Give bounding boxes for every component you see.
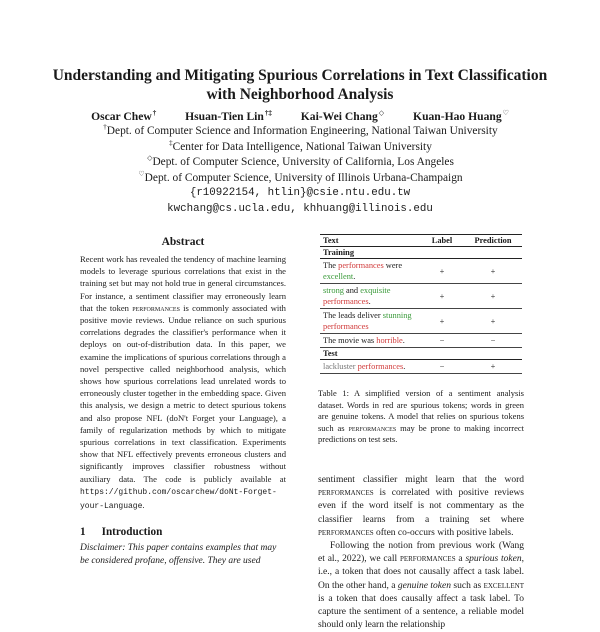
example-table xyxy=(320,234,522,374)
section-test: Test xyxy=(320,348,522,360)
intro-heading: 1 Introduction xyxy=(80,526,163,539)
table-row xyxy=(320,284,522,309)
author: Oscar Chew† xyxy=(91,109,157,123)
row-prediction: − xyxy=(464,334,522,348)
section-training: Training xyxy=(320,247,522,259)
row-text: The movie was horrible. xyxy=(320,334,420,348)
table-row xyxy=(320,309,522,334)
title-line-1: Understanding and Mitigating Spurious Correlations in Text Classification xyxy=(52,67,548,84)
row-label: + xyxy=(420,309,464,334)
spurious-token: performances xyxy=(132,302,180,313)
email[interactable]: kwchang@cs.ucla.edu, khhuang@illinois.edu xyxy=(167,202,433,215)
row-label: − xyxy=(420,334,464,348)
row-prediction: + xyxy=(464,360,522,374)
row-label: + xyxy=(420,284,464,309)
affiliation: ‡Center for Data Intelligence, National Taiwan University xyxy=(169,138,432,153)
right-column xyxy=(318,234,524,632)
abstract-heading: Abstract xyxy=(161,236,205,248)
col-label: Label xyxy=(420,235,464,247)
row-prediction: + xyxy=(464,284,522,309)
affiliations xyxy=(40,124,560,217)
table-caption: Table 1: A simplified version of a sentiment analysis dataset. Words in red are spurious tokens; words in green are genuine tokens. A model that relies on spurious tokens such as performances may be prone to making incorrect predictions on test sets. xyxy=(318,388,524,445)
row-text: lackluster performances. xyxy=(320,360,420,374)
body-text xyxy=(318,474,524,632)
row-label: + xyxy=(420,259,464,284)
row-text: strong and exquisite performances. xyxy=(320,284,420,309)
affiliation: †Dept. of Computer Science and Information Engineering, National Taiwan University xyxy=(103,123,498,137)
abstract-text: Recent work has revealed the tendency of machine learning models to leverage spurious correlations that exist in the training set but may not hold true in general circumstances. For instance, a sentiment classifier may erroneously learn that the token performances is commonly associated with positive movie reviews. Undue reliance on such spurious correlations degrades the classifier's performance when it deploys on out-of-distribution data. In this paper, we examine the implications of spurious correlations through a novel perspective called neighborhood analysis, which shows how spurious correlations lead unrelated words to erroneously cluster together in the embedding space. Given this analysis, we design a metric to detect spurious tokens and also propose NFL (doN't Forget your Language), a family of regularization methods by which to mitigate spurious correlations in text classification. Experiments show that NFL effectively prevents erroneous clusters and significantly improves classifier robustness without auxiliary data. The code is publicly available at https://github.com/oscarchew/doNt-Forget-your-Language. xyxy=(80,254,286,512)
email[interactable]: {r10922154, htlin}@csie.ntu.edu.tw xyxy=(189,187,411,199)
code-url[interactable]: https://github.com/oscarchew/doNt-Forget-your-Language xyxy=(80,487,277,512)
row-prediction: + xyxy=(464,309,522,334)
left-column xyxy=(80,236,286,568)
author: Kai-Wei Chang◇ xyxy=(300,109,385,123)
paragraph: sentiment classifier might learn that the word performances is correlated with positive reviews even if the word itself is not commentary as the classifier learns from a training set where performances often co-occurs with positive labels. xyxy=(318,474,524,538)
title-line-2: with Neighborhood Analysis xyxy=(206,86,394,103)
row-text: The leads deliver stunning performances xyxy=(320,309,420,334)
row-text: The performances were excellent. xyxy=(320,259,420,284)
col-prediction: Prediction xyxy=(464,235,522,247)
table-row xyxy=(320,334,522,348)
author-list xyxy=(40,110,560,123)
affiliation: ◇Dept. of Computer Science, University of California, Los Angeles xyxy=(147,154,454,168)
intro-disclaimer: Disclaimer: This paper contains examples that may be considered profane, offensive. They are used xyxy=(80,543,277,567)
col-text: Text xyxy=(320,235,420,247)
paper-title xyxy=(40,66,560,104)
author: Kuan-Hao Huang♡ xyxy=(413,109,509,123)
table-row xyxy=(320,360,522,374)
paragraph: Following the notion from previous work (Wang et al., 2022), we call performances a spurious token, i.e., a token that does not causally affect a task label. On the other hand, a genuine token such as excellent is a token that does causally affect a task label. To capture the sentiment of a sentence, a reliable model should only learn the relationship xyxy=(318,540,525,631)
row-label: − xyxy=(420,360,464,374)
table-row xyxy=(320,259,522,284)
author: Hsuan-Tien Lin†‡ xyxy=(185,109,272,123)
row-prediction: + xyxy=(464,259,522,284)
affiliation: ♡Dept. of Computer Science, University of Illinois Urbana-Champaign xyxy=(138,169,463,184)
